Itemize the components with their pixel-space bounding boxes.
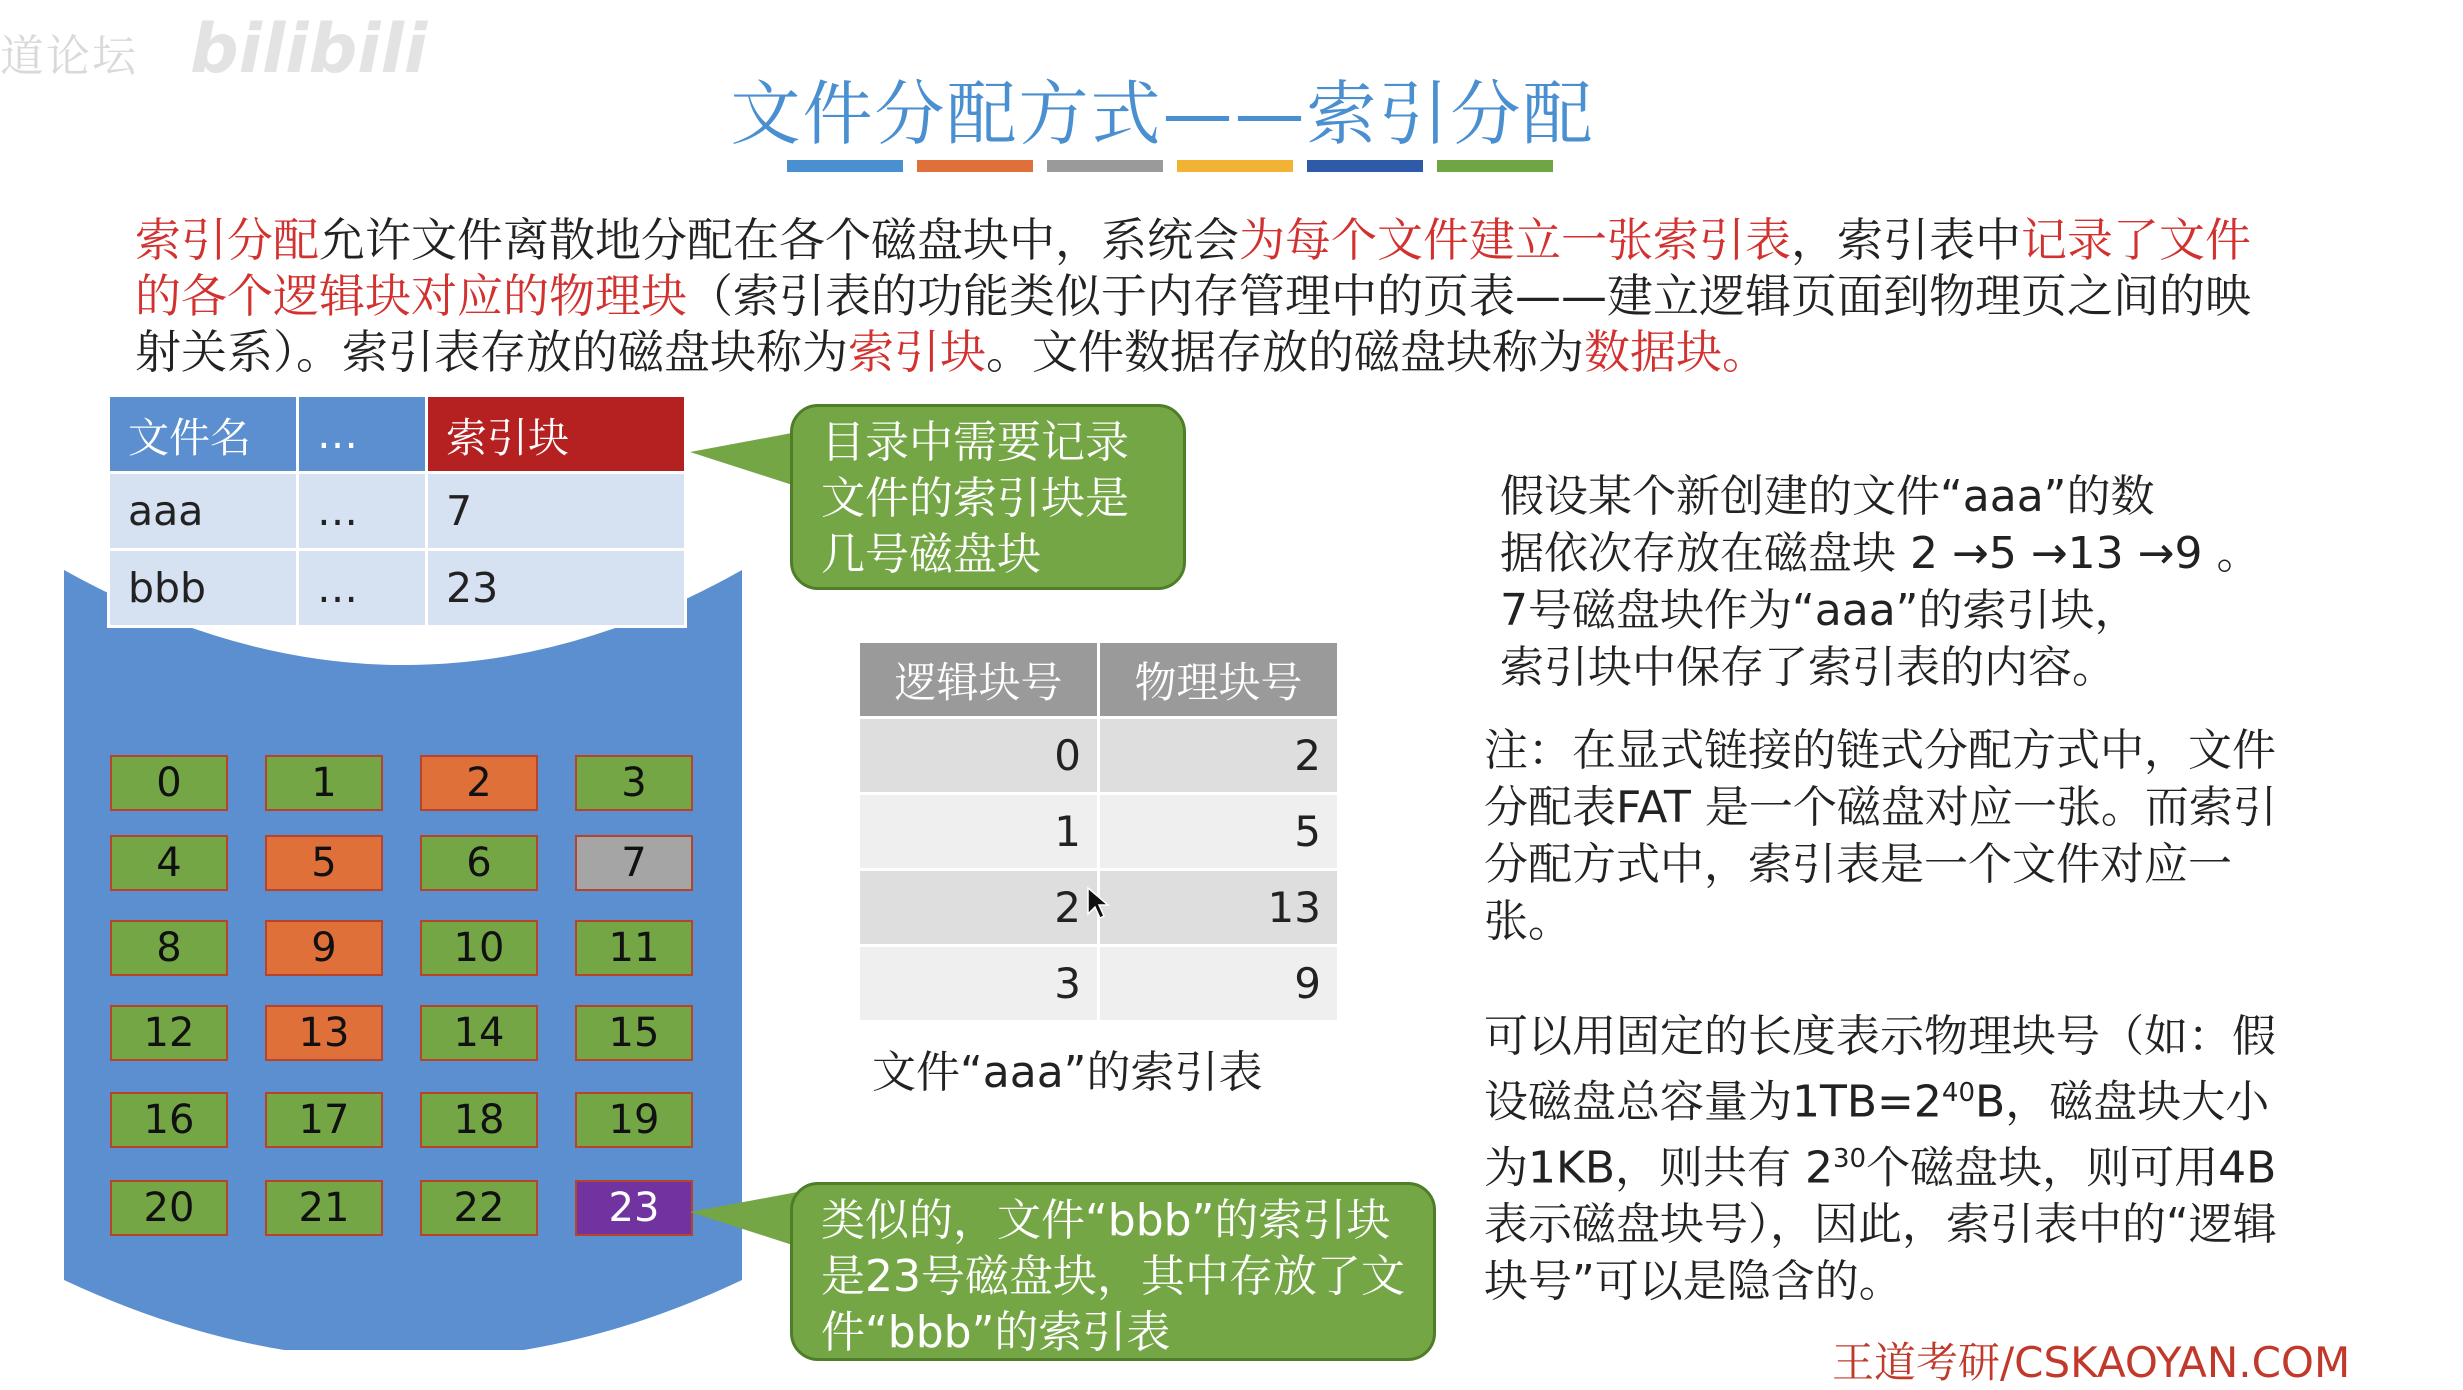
disk-block: 15 [575, 1005, 693, 1061]
title-bar-segment [917, 160, 1033, 172]
index-cell: 9 [1099, 946, 1339, 1022]
disk-block: 22 [420, 1180, 538, 1236]
intro-term-index-allocation: 索引分配 [135, 213, 319, 267]
disk-block: 13 [265, 1005, 383, 1061]
title-underline-bars [787, 160, 1553, 172]
index-header-physical: 物理块号 [1099, 642, 1339, 718]
index-cell: 13 [1099, 870, 1339, 946]
intro-term-data-block: 数据块。 [1584, 325, 1768, 379]
intro-text: 允许文件离散地分配在各个磁盘块中，系统会 [319, 213, 1239, 267]
disk-block: 18 [420, 1092, 538, 1148]
dir-cell: … [298, 550, 427, 627]
disk-block: 23 [575, 1180, 693, 1236]
disk-block: 20 [110, 1180, 228, 1236]
dir-cell: 7 [427, 473, 686, 550]
disk-block: 6 [420, 835, 538, 891]
slide-title: 文件分配方式——索引分配 [730, 73, 1595, 155]
para-text: 可以用固定的长度表示物理块号（如：假设磁盘总容量为1TB=2 [1484, 1011, 2276, 1128]
disk-block: 1 [265, 755, 383, 811]
dir-cell: … [298, 473, 427, 550]
disk-block: 14 [420, 1005, 538, 1061]
disk-block: 0 [110, 755, 228, 811]
mouse-cursor-icon [1086, 886, 1110, 920]
dir-cell: 23 [427, 550, 686, 627]
title-bar-segment [1437, 160, 1553, 172]
index-cell: 3 [859, 946, 1099, 1022]
fixed-length-paragraph [1484, 1008, 2300, 1310]
example-line: 据依次存放在磁盘块 2 →5 →13 →9 。 [1500, 528, 2261, 579]
example-line: 索引块中保存了索引表的内容。 [1500, 642, 2116, 693]
index-cell: 2 [1099, 718, 1339, 794]
disk-block: 9 [265, 920, 383, 976]
para-text: B，磁盘块大小为1KB，则共有 2 [1484, 1076, 2270, 1194]
disk-block: 16 [110, 1092, 228, 1148]
title-bar-segment [1047, 160, 1163, 172]
index-cell: 2 [859, 870, 1099, 946]
index-table [857, 640, 1340, 1023]
index-cell: 1 [859, 794, 1099, 870]
disk-block: 19 [575, 1092, 693, 1148]
disk-block: 12 [110, 1005, 228, 1061]
disk-block: 11 [575, 920, 693, 976]
bilibili-logo: bilibili [190, 10, 428, 89]
disk-block: 3 [575, 755, 693, 811]
index-header-logical: 逻辑块号 [859, 642, 1099, 718]
directory-header-row [109, 396, 686, 473]
index-table-caption: 文件“aaa”的索引表 [872, 1047, 1263, 1098]
intro-highlight: 为每个文件建立一张索引表 [1239, 213, 1791, 267]
title-bar-segment [1177, 160, 1293, 172]
example-line: 假设某个新创建的文件“aaa”的数 [1500, 471, 2155, 522]
disk-block: 8 [110, 920, 228, 976]
example-line: 7号磁盘块作为“aaa”的索引块， [1500, 585, 2139, 636]
intro-term-index-block: 索引块 [848, 325, 986, 379]
dir-header-filename: 文件名 [109, 396, 298, 473]
example-paragraph [1500, 468, 2350, 696]
table-row [859, 794, 1339, 870]
dir-cell: aaa [109, 473, 298, 550]
footer-brand: 王道考研/CSKAOYAN.COM [1832, 1338, 2351, 1387]
index-cell: 5 [1099, 794, 1339, 870]
callout-bbb-index: 类似的，文件“bbb”的索引块是23号磁盘块，其中存放了文件“bbb”的索引表 [790, 1182, 1436, 1361]
dir-cell: bbb [109, 550, 298, 627]
disk-block: 5 [265, 835, 383, 891]
note-paragraph: 注：在显式链接的链式分配方式中，文件分配表FAT 是一个磁盘对应一张。而索引分配方式中，索引表是一个文件对应一张。 [1484, 725, 2277, 947]
callout-directory-index: 目录中需要记录文件的索引块是几号磁盘块 [790, 404, 1186, 590]
title-bar-segment [787, 160, 903, 172]
intro-text: ，索引表中 [1791, 213, 2021, 267]
dir-header-ellipsis: … [298, 396, 427, 473]
dir-header-index-block: 索引块 [427, 396, 686, 473]
disk-block: 7 [575, 835, 693, 891]
disk-block: 2 [420, 755, 538, 811]
intro-highlight: 记录了文件的各个逻辑块对应的物理块 [135, 213, 2251, 323]
para-text: 个磁盘块，则可用4B 表示磁盘块号），因此，索引表中的“逻辑块号”可以是隐含的。 [1484, 1142, 2277, 1308]
intro-paragraph [135, 212, 2285, 380]
table-row [859, 718, 1339, 794]
index-header-row [859, 642, 1339, 718]
disk-block: 10 [420, 920, 538, 976]
superscript: 40 [1941, 1078, 1976, 1108]
table-row [109, 550, 686, 627]
disk-block: 4 [110, 835, 228, 891]
disk-block: 21 [265, 1180, 383, 1236]
intro-text: （索引表的功能类似于内存管理中的页表——建立逻辑页面到物理页之间的映射关系）。索引表存放的磁盘块称为 [135, 269, 2251, 379]
intro-text: 。文件数据存放的磁盘块称为 [986, 325, 1584, 379]
title-bar-segment [1307, 160, 1423, 172]
watermark-text: 道论坛 [0, 31, 138, 82]
superscript: 30 [1833, 1143, 1867, 1174]
table-row [109, 473, 686, 550]
table-row [859, 946, 1339, 1022]
directory-table [107, 394, 687, 628]
disk-block: 17 [265, 1092, 383, 1148]
index-cell: 0 [859, 718, 1099, 794]
